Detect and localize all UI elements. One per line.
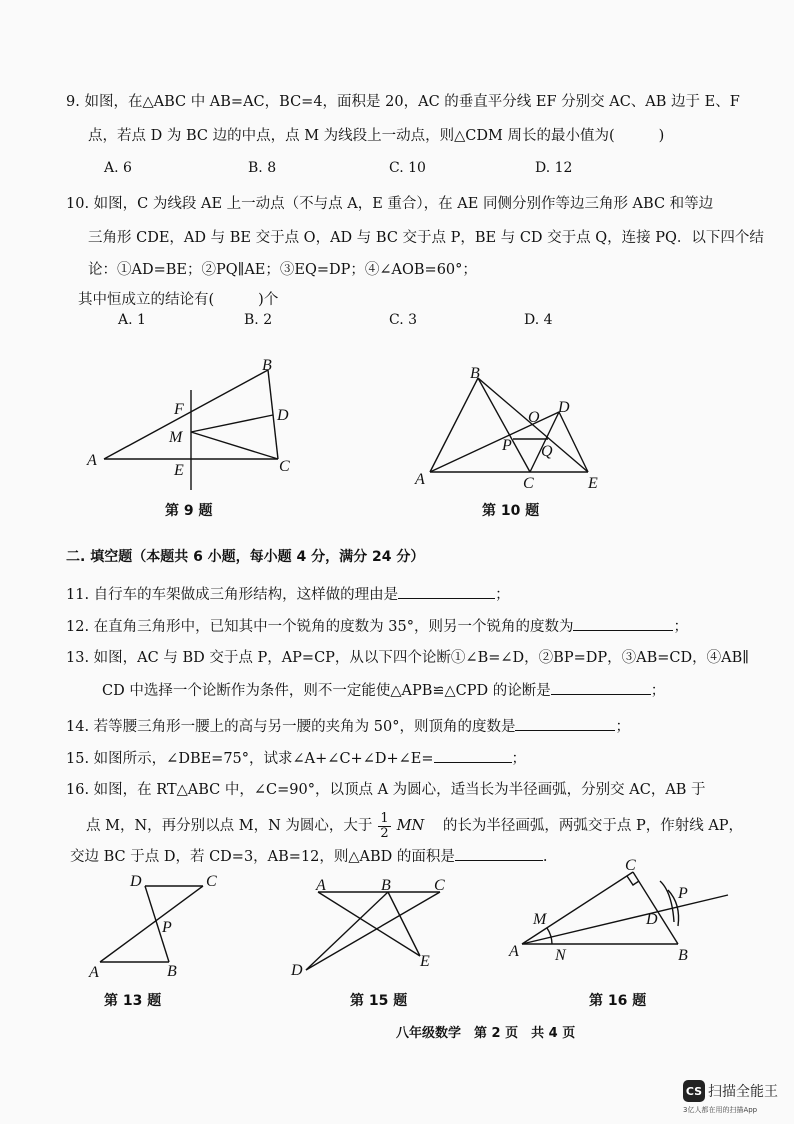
label-c: C [434,877,445,894]
fraction-numerator: 1 [380,810,389,826]
figure-q9 [80,352,310,502]
q12-end: ； [673,619,688,635]
q16-text-b: 的长为半径画弧，两弧交于点 P，作射线 AP， [442,818,744,834]
q14-answer-blank[interactable] [515,716,615,731]
label-p: P [678,885,688,902]
q15-end: ； [511,751,527,767]
label-d: D [130,873,142,890]
scanner-logo-icon: CS [683,1080,705,1102]
caption-q9: 第 9 题 [165,503,213,519]
q9-line1: 9. 如图，在△ABC 中 AB=AC，BC=4，面积是 20，AC 的垂直平分线 EF 分别交 AC、AB 边于 E、F [66,94,740,110]
section-heading: 二. 填空题（本题共 6 小题，每小题 4 分，满分 24 分） [66,549,425,565]
q10-line3: 论：①AD=BE；②PQ∥AE；③EQ=DP；④∠AOB=60°； [88,262,477,278]
label-p: P [162,919,172,936]
q13-line2 [102,680,665,701]
q10-option-b: B. 2 [244,312,273,328]
q10-option-a: A. 1 [118,312,146,328]
q14-text: 14. 若等腰三角形一腰上的高与另一腰的夹角为 50°，则顶角的度数是 [66,719,516,735]
q9-stem: 点，若点 D 为 BC 边的中点，点 M 为线段上一动点，则△CDM 周长的最小值为( [88,128,615,144]
q16-line2 [86,808,743,844]
scanner-tagline: 3亿人都在用的扫描App [683,1106,758,1114]
q9-option-b: B. 8 [248,160,277,176]
figure-q13 [88,872,228,982]
fraction-variable: MN [396,818,425,834]
scanner-watermark [683,1080,778,1115]
label-d: D [277,407,289,424]
q16-end: . [542,849,548,865]
segment-md [191,415,273,432]
label-c: C [523,475,534,490]
q15-answer-blank[interactable] [434,748,512,763]
label-f: F [174,401,184,418]
q14-end: ； [615,719,630,735]
label-b: B [678,947,688,964]
caption-q13: 第 13 题 [104,993,162,1009]
q11 [66,584,510,605]
page-footer: 八年级数学 第 2 页 共 4 页 [396,1026,576,1041]
q16-line3 [70,846,548,867]
label-c: C [206,873,217,890]
q13-answer-blank[interactable] [551,680,651,695]
q13-end: ； [650,683,666,699]
label-d: D [291,962,303,979]
label-b: B [470,365,480,382]
segment-ab [430,378,478,472]
segment-ad [430,412,559,472]
q11-text: 11. 自行车的车架做成三角形结构，这样做的理由是 [66,587,399,603]
caption-q10: 第 10 题 [482,503,540,519]
scanner-app-name: 扫描全能王 [708,1084,778,1100]
label-b: B [262,357,272,374]
label-d: D [646,911,658,928]
q15 [66,748,526,769]
ray-ap [522,895,728,944]
segment-ac [100,886,203,962]
label-e: E [588,475,598,490]
q10-option-c: C. 3 [389,312,418,328]
label-a: A [316,877,326,894]
segment-ac [522,872,633,944]
q10-close: )个 [258,292,279,308]
label-n: N [555,947,566,964]
fraction-denominator: 2 [380,825,389,841]
segment-ab [104,370,268,459]
q16-text-c: 交边 BC 于点 D，若 CD=3，AB=12，则△ABD 的面积是 [70,849,455,865]
label-a: A [509,943,519,960]
label-m: M [533,911,547,928]
caption-q15: 第 15 题 [350,993,408,1009]
q10-option-d: D. 4 [524,312,553,328]
segment-bc [478,378,530,472]
figure-q15 [286,876,466,986]
q10-line2: 三角形 CDE，AD 与 BE 交于点 O，AD 与 BC 交于点 P，BE 与 CD 交于点 Q，连接 PQ．以下四个结 [88,230,764,246]
q15-text: 15. 如图所示，∠DBE=75°，试求∠A+∠C+∠D+∠E= [66,751,434,767]
q9-option-a: A. 6 [104,160,132,176]
label-e: E [420,953,430,970]
q16-line1: 16. 如图，在 RT△ABC 中，∠C=90°，以顶点 A 为圆心，适当长为半径画弧，分别交 AC，AB 于 [66,782,706,798]
q9-line2 [88,126,664,146]
q14 [66,716,630,737]
right-angle-mark [627,876,639,885]
caption-q16: 第 16 题 [589,993,647,1009]
fraction-one-half [378,812,390,841]
q9-close: ) [658,128,665,144]
label-q: Q [541,443,553,460]
label-m: M [169,429,183,446]
segment-mc [191,432,278,459]
label-e: E [174,462,184,479]
q16-text-a: 点 M，N，再分别以点 M，N 为圆心，大于 [86,818,373,834]
label-b: B [167,963,177,980]
figure-q16 [506,852,736,967]
q12-text: 12. 在直角三角形中，已知其中一个锐角的度数为 35°，则另一个锐角的度数为 [66,619,574,635]
q13-text: CD 中选择一个论断作为条件，则不一定能使△APB≌△CPD 的论断是 [102,683,551,699]
label-o: O [528,409,540,426]
segment-de [559,412,588,472]
label-d: D [558,399,570,416]
label-a: A [89,964,99,981]
q10-line4 [78,290,278,310]
label-a: A [415,471,425,488]
q9-option-c: C. 10 [389,160,426,176]
label-c: C [625,857,636,874]
q9-option-d: D. 12 [535,160,573,176]
arc-from-m [660,881,674,922]
q12-answer-blank[interactable] [573,616,673,631]
q13-line1: 13. 如图，AC 与 BD 交于点 P，AP=CP，从以下四个论断①∠B=∠D，②BP=DP，③AB=CD，④AB∥ [66,650,749,666]
q11-answer-blank[interactable] [398,584,495,599]
q10-line1: 10. 如图，C 为线段 AE 上一动点（不与点 A，E 重合），在 AE 同侧分别作等边三角形 ABC 和等边 [66,196,714,212]
figure-q10 [412,360,612,490]
q12 [66,616,688,637]
arc-mn [547,928,552,944]
q10-stem: 其中恒成立的结论有( [78,292,215,308]
q11-end: ； [495,587,510,603]
label-a: A [87,452,97,469]
label-b: B [381,877,391,894]
segment-bd [306,892,388,970]
label-p: P [502,437,512,454]
label-c: C [279,458,290,475]
